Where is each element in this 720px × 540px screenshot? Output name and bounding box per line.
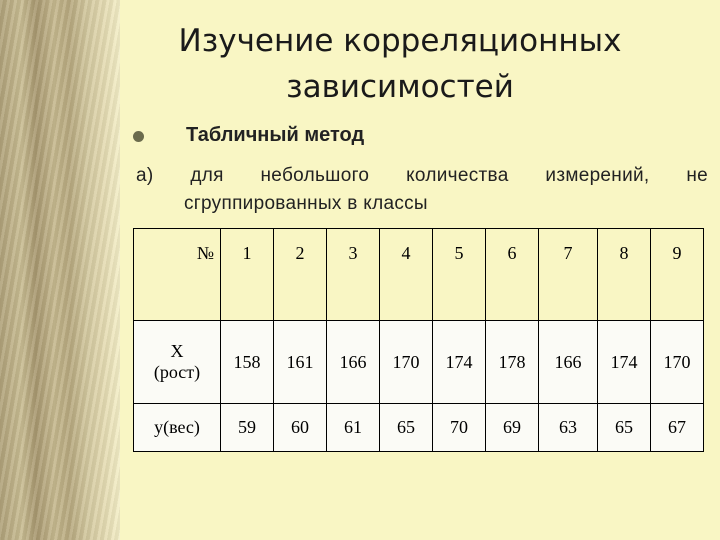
x-value-cell: 170	[380, 321, 433, 404]
x-value-cell: 158	[221, 321, 274, 404]
header-cell: 4	[380, 229, 433, 321]
row-label-x-line-1: X	[170, 341, 184, 361]
table-row-y	[134, 404, 704, 452]
header-cell: 2	[274, 229, 327, 321]
y-value-cell: 60	[274, 404, 327, 452]
header-cell-number-sign: №	[134, 229, 221, 321]
header-cell: 3	[327, 229, 380, 321]
header-cell: 7	[539, 229, 598, 321]
table-row-index	[134, 229, 704, 321]
y-value-cell: 69	[486, 404, 539, 452]
header-cell: 9	[651, 229, 704, 321]
header-cell: 1	[221, 229, 274, 321]
row-label-x-line-2: (рост)	[153, 362, 201, 382]
y-value-cell: 65	[380, 404, 433, 452]
x-value-cell: 166	[327, 321, 380, 404]
header-cell: 6	[486, 229, 539, 321]
y-value-cell: 70	[433, 404, 486, 452]
page-title	[130, 18, 670, 110]
y-value-cell: 61	[327, 404, 380, 452]
bullet-icon	[133, 131, 144, 142]
header-cell: 5	[433, 229, 486, 321]
x-value-cell: 178	[486, 321, 539, 404]
x-value-cell: 174	[433, 321, 486, 404]
y-value-cell: 59	[221, 404, 274, 452]
y-value-cell: 65	[598, 404, 651, 452]
y-value-cell: 63	[539, 404, 598, 452]
description-paragraph	[136, 162, 708, 218]
title-line-2: зависимостей	[286, 69, 514, 105]
row-label-x	[134, 321, 221, 404]
section-heading: Табличный метод	[186, 124, 365, 146]
table-row-x	[134, 321, 704, 404]
x-value-cell: 174	[598, 321, 651, 404]
y-value-cell: 67	[651, 404, 704, 452]
x-value-cell: 166	[539, 321, 598, 404]
description-line-1: а) для небольшого количества измерений, не	[136, 165, 708, 186]
header-cell: 8	[598, 229, 651, 321]
x-value-cell: 170	[651, 321, 704, 404]
title-line-1: Изучение корреляционных	[178, 23, 622, 59]
description-line-2: сгруппированных в классы	[184, 193, 428, 214]
decorative-left-border	[0, 0, 120, 540]
x-value-cell: 161	[274, 321, 327, 404]
row-label-y: y(вес)	[134, 404, 221, 452]
data-table	[133, 228, 704, 452]
